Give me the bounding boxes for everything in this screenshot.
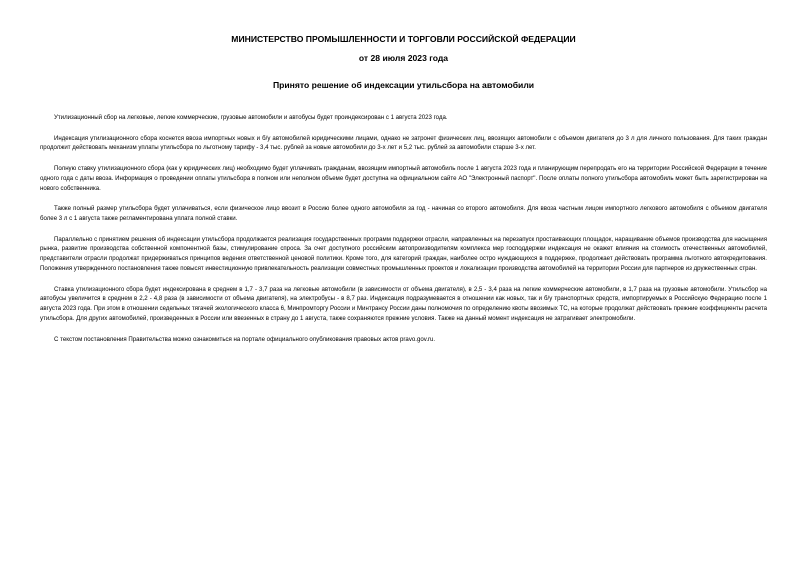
document-body xyxy=(40,113,767,344)
paragraph: Также полный размер утильсбора будет уплачиваться, если физическое лицо ввозит в Россию более одного автомобиля за год - начиная со второго автомобиля. Для ввоза частным лицом импортного легкового автомобиля с объемом двигателя более 3 л с 1 августа также регламентирована уплата полной ставки. xyxy=(40,205,767,222)
ministry-heading: МИНИСТЕРСТВО ПРОМЫШЛЕННОСТИ И ТОРГОВЛИ РОССИЙСКОЙ ФЕДЕРАЦИИ xyxy=(231,34,576,44)
paragraph: С текстом постановления Правительства можно ознакомиться на портале официального опубликования правовых актов pravo.gov.ru. xyxy=(54,335,436,343)
document-date: от 28 июля 2023 года xyxy=(358,53,449,63)
paragraph: Полную ставку утилизационного сбора (как у юридических лиц) необходимо будет уплачивать гражданам, ввозящим импортный автомобиль после 1 августа 2023 года и планирующим перепродать его на территории Российской Федерации в течение одного года с даты ввоза. Информация о проведении оплаты утильсбора в полном или неполном объеме будет доступна на официальном сайте АО "Электронный паспорт". После оплаты полного утильсбора автомобиль может быть зарегистрирован на нового собственника. xyxy=(40,164,767,192)
paragraph: Ставка утилизационного сбора будет индексирована в среднем в 1,7 - 3,7 раза на легковые автомобили (в зависимости от объема двигателя), в 2,5 - 3,4 раза на легкие коммерческие автомобили, в 1,7 раза на грузовые автомобили. Утильсбор на автобусы увеличится в среднем в 2,2 - 4,8 раза (в зависимости от объема двигателя), на электробусы - в 8,7 раз. Индексация подразумевается в отношении как новых, так и б/у транспортных средств, импортируемых в Российскую Федерацию после 1 августа 2023 года. При этом в отношении седельных тягачей экологического класса 6, Минпромторгу России и Минтрансу России даны полномочия по определению квоты ввозимых ТС, на которые продолжат действовать прежние коэффициенты расчета утильсбора. Для других автомобилей, произведенных в России или ввезенных в страну до 1 августа, также сохраняются прежние условия. Также на данный момент индексация не затрагивает электромобили. xyxy=(40,285,767,322)
document-title: Принято решение об индексации утильсбора на автомобили xyxy=(272,80,535,90)
paragraph: Параллельно с принятием решения об индексации утильсбора продолжается реализация государственных программ поддержки отрасли, направленных на перезапуск простаивающих площадок, наращивание объемов производства для насыщения рынка, развитие производства собственной компонентной базы, стимулирование спроса. За счет доступного российским автопроизводителям комплекса мер господдержки индексация не окажет влияния на стоимость отечественных автомобилей, представители отрасли продолжат придерживаться принципов ведения ответственной ценовой политики. Кроме того, для категорий граждан, наиболее остро нуждающихся в поддержке, продолжает действовать программа льготного автокредитования. Положения утвержденного постановления также повысят инвестиционную привлекательность реализации совместных промышленных проектов и локализации производства автомобилей на территории России для партнеров из дружественных стран. xyxy=(40,235,767,272)
paragraph: Индексация утилизационного сбора коснется ввоза импортных новых и б/у автомобилей юридическими лицами, однако не затронет физических лиц, ввозящих автомобили с объемом двигателя до 3 л для личного пользования. Для таких граждан продолжит действовать механизм уплаты утильсбора по льготному тарифу - 3,4 тыс. рублей за новые автомобили до 3-х лет и 5,2 тыс. рублей за автомобили старше 3-х лет. xyxy=(40,134,767,152)
paragraph: Утилизационный сбор на легковые, легкие коммерческие, грузовые автомобили и автобусы будет проиндексирован с 1 августа 2023 года. xyxy=(54,114,448,121)
